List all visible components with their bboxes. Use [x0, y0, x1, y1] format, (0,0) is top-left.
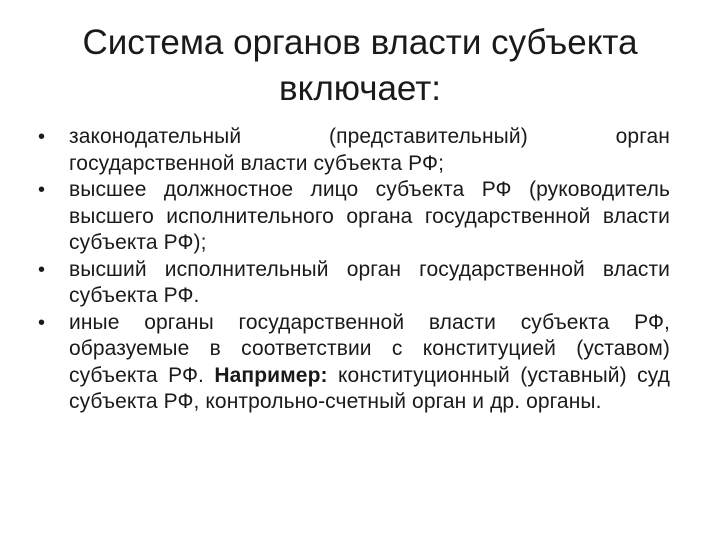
slide-title — [40, 20, 680, 112]
bullet-marker: • — [38, 126, 46, 148]
bullet-text: высший исполнительный орган государственной власти субъекта РФ. — [69, 257, 670, 307]
bullet-item-highest-official — [36, 177, 670, 257]
title-line-1: Система органов власти субъекта — [82, 23, 638, 62]
bullet-list — [36, 124, 670, 416]
example-label: Например: — [214, 363, 328, 387]
bullet-text-before: иные органы государственной власти субъекта РФ, образуемые в соответствии с конституцией (уставом) субъекта РФ. — [69, 310, 670, 387]
bullet-item-other-organs — [36, 310, 670, 416]
bullet-marker: • — [38, 179, 46, 201]
bullet-item-legislative-organ — [36, 124, 670, 177]
title-line-2: включает: — [279, 69, 441, 108]
bullet-marker: • — [38, 258, 46, 281]
bullet-marker: • — [38, 311, 46, 334]
bullet-item-executive-organ — [36, 257, 670, 310]
bullet-text: высшее должностное лицо субъекта РФ (руководитель высшего исполнительного органа государственной власти субъекта РФ); — [69, 178, 670, 254]
bullet-text-after: конституционный (уставный) суд субъекта РФ, контрольно-счетный орган и др. органы. — [69, 363, 670, 413]
bullet-text: законодательный (представительный) орган государственной власти субъекта РФ; — [69, 125, 670, 175]
